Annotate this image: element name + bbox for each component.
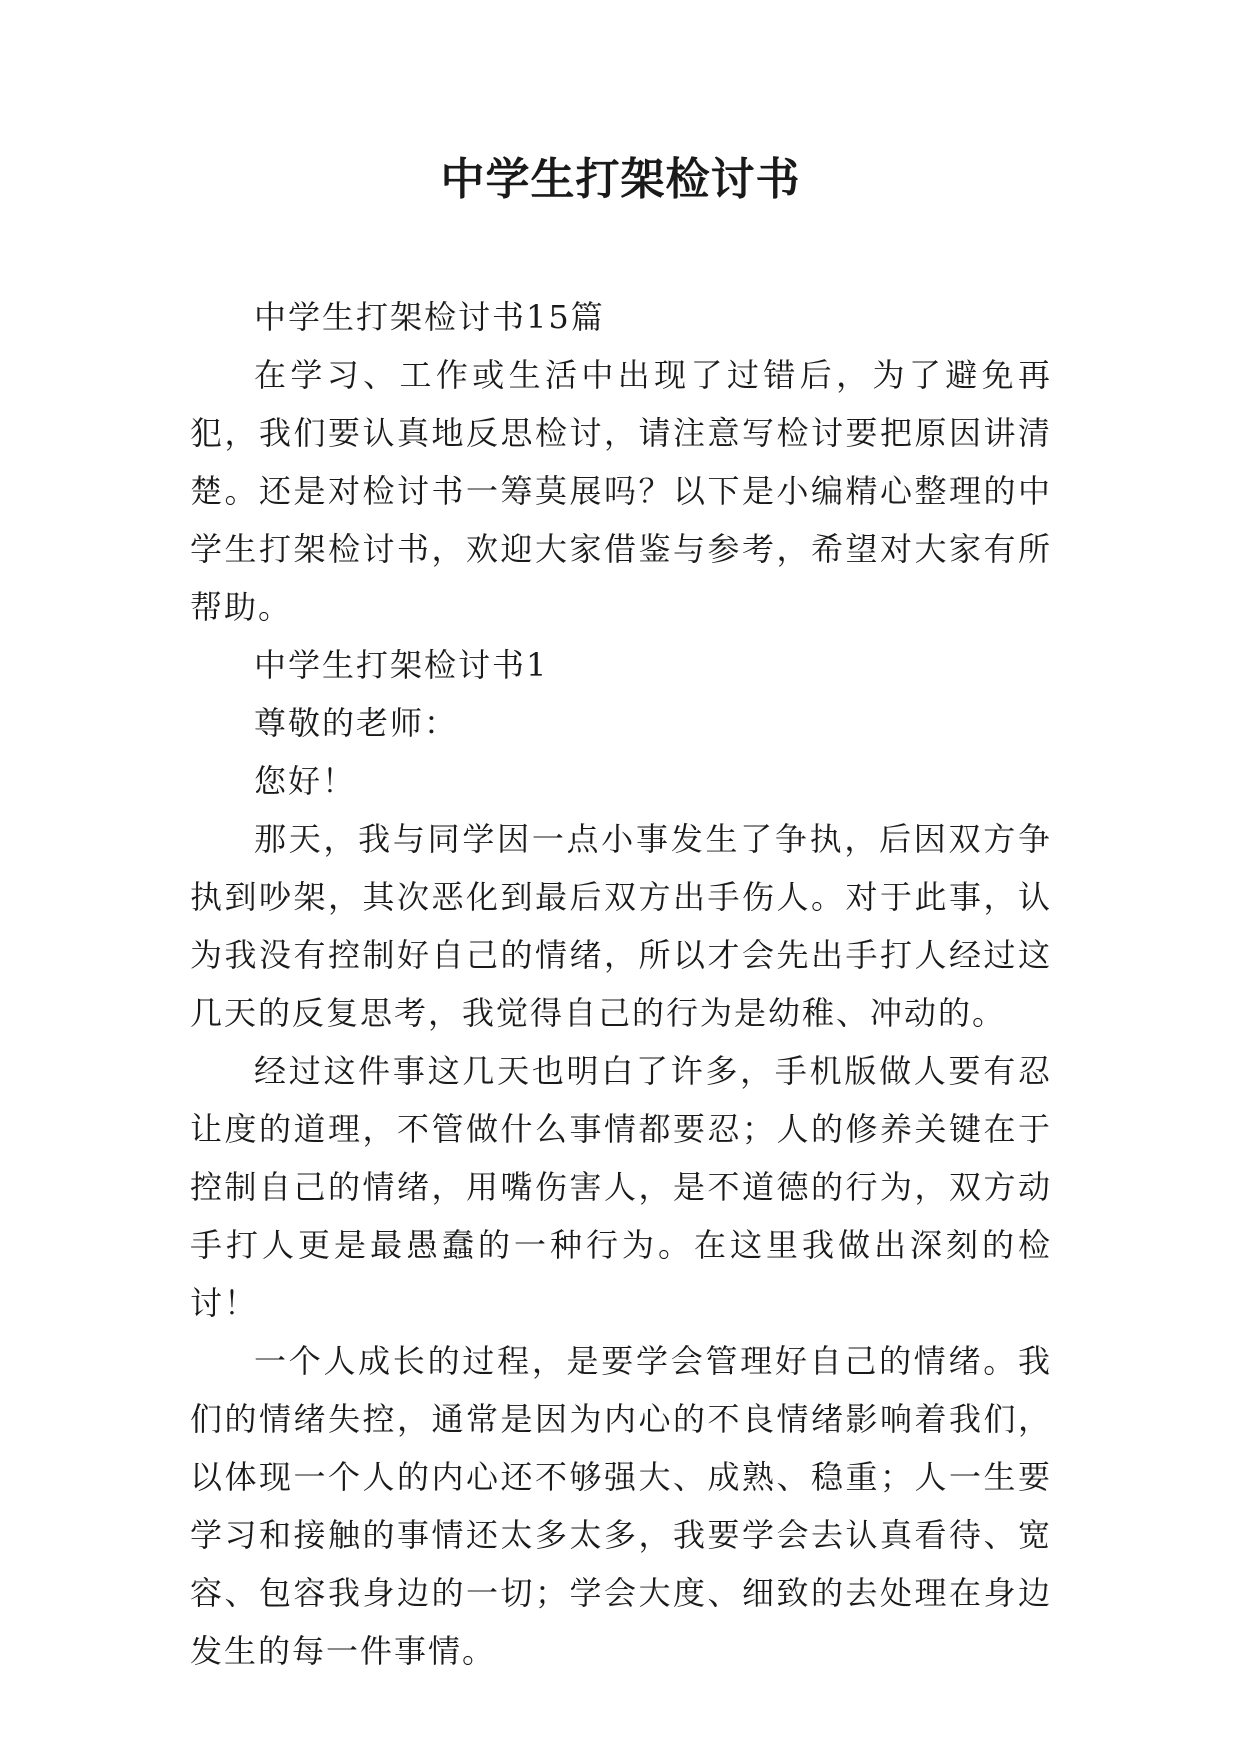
body-paragraph: 那天，我与同学因一点小事发生了争执，后因双方争执到吵架，其次恶化到最后双方出手伤人。对于此事，认为我没有控制好自己的情绪，所以才会先出手打人经过这几天的反复思考，我觉得自己的行为是幼稚、冲动的。	[190, 820, 1052, 1032]
intro-paragraph: 在学习、工作或生活中出现了过错后，为了避免再犯，我们要认真地反思检讨，请注意写检讨要把原因讲清楚。还是对检讨书一筹莫展吗？以下是小编精心整理的中学生打架检讨书，欢迎大家借鉴与参考，希望对大家有所帮助。	[190, 356, 1052, 626]
body-paragraph: 经过这件事这几天也明白了许多，手机版做人要有忍让度的道理，不管做什么事情都要忍；人的修养关键在于控制自己的情绪，用嘴伤害人，是不道德的行为，双方动手打人更是最愚蠢的一种行为。在这里我做出深刻的检讨！	[190, 1052, 1052, 1322]
document-body	[190, 288, 1052, 1680]
greeting: 您好！	[254, 762, 357, 800]
document-title: 中学生打架检讨书	[440, 154, 801, 205]
salutation: 尊敬的老师：	[254, 704, 459, 742]
body-paragraph: 一个人成长的过程，是要学会管理好自己的情绪。我们的情绪失控，通常是因为内心的不良情绪影响着我们，以体现一个人的内心还不够强大、成熟、稳重；人一生要学习和接触的事情还太多太多，我要学会去认真看待、宽容、包容我身边的一切；学会大度、细致的去处理在身边发生的每一件事情。	[190, 1342, 1052, 1670]
subtitle-paragraph: 中学生打架检讨书15篇	[254, 298, 605, 336]
section-heading: 中学生打架检讨书1	[254, 646, 549, 684]
